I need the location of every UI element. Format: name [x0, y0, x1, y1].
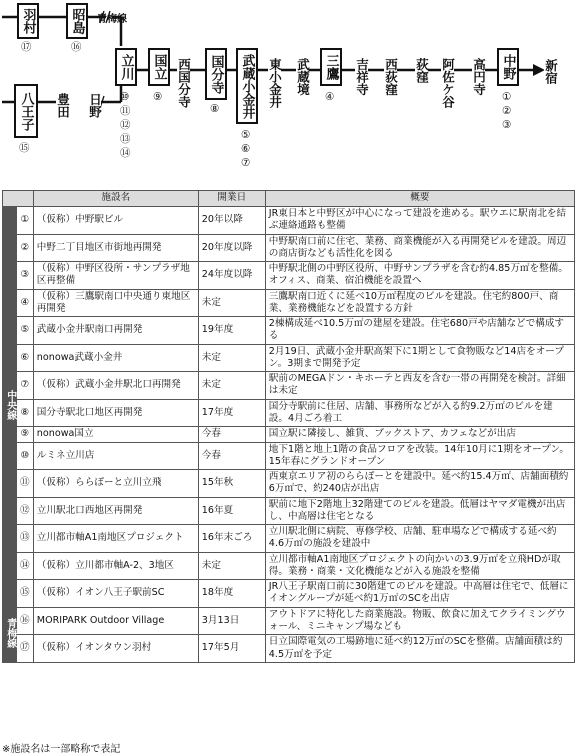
table-row	[3, 525, 575, 553]
station-kichijoji: 吉祥寺	[354, 58, 370, 96]
station-number: ⑧	[210, 103, 220, 115]
cell-name: （仮称）中野駅ビル	[33, 207, 198, 235]
cell-date: 3月13日	[198, 607, 265, 635]
cell-date: 今春	[198, 427, 265, 442]
group-chuo-line	[3, 207, 17, 608]
cell-summary: 三鷹駅南口近くに延べ10万㎡程度のビルを建設。住宅約800戸、商業、業務機能などを設置する方針	[265, 289, 574, 317]
cell-name: （仮称）立川都市軸A-2、3地区	[33, 552, 198, 580]
cell-name: （仮称）イオンタウン羽村	[33, 635, 198, 663]
table-row	[3, 580, 575, 608]
station-number: ⑦	[241, 157, 251, 169]
table-row	[3, 427, 575, 442]
cell-summary: 中野駅南口前に住宅、業務、商業機能が入る再開発ビルを建設。周辺の商店街なども活性化を図る	[265, 234, 574, 262]
station-name: 三鷹	[323, 54, 339, 80]
station-name: 立川	[118, 54, 134, 80]
station-nishikokubunji: 西国分寺	[176, 58, 192, 108]
cell-name: 国分寺駅北口地区再開発	[33, 399, 198, 427]
cell-name: 中野二丁目地区市街地再開発	[33, 234, 198, 262]
cell-name: nonowa武蔵小金井	[33, 344, 198, 372]
station-number: ④	[325, 91, 335, 103]
cell-summary: 2棟構成延べ10.5万㎡の建屋を建設。住宅680戸や店舗などで構成する	[265, 317, 574, 345]
cell-date: 17年度	[198, 399, 265, 427]
station-mitaka	[320, 48, 342, 86]
station-name: 八王子	[18, 91, 34, 131]
station-number: ①	[502, 91, 512, 103]
cell-no: ⑤	[16, 317, 33, 345]
group-label: 中央線	[4, 389, 16, 420]
cell-no: ⑥	[16, 344, 33, 372]
cell-name: ルミネ立川店	[33, 442, 198, 470]
cell-summary: 国立駅に隣接し、雑貨、ブックストア、カフェなどが出店	[265, 427, 574, 442]
station-higashikoganei: 東小金井	[267, 58, 283, 108]
cell-summary: JR八王子駅南口前に30階建てのビルを建設。中高層は住宅で、低層にイオングループが延べ約1万㎡のSCを出店	[265, 580, 574, 608]
cell-name: （仮称）三鷹駅南口中央通り東地区再開発	[33, 289, 198, 317]
station-toyoda: 豊田	[55, 93, 71, 118]
cell-date: 18年度	[198, 580, 265, 608]
table-row	[3, 635, 575, 663]
group-ome-line	[3, 607, 17, 662]
table-row	[3, 262, 575, 290]
footnote: ※施設名は一部略称で表記	[2, 744, 121, 755]
table-row	[3, 317, 575, 345]
cell-no: ⑮	[16, 580, 33, 608]
cell-summary: 地下1階と地上1階の食品フロアを改装。14年10月に1期をオープン。15年春にグランドオープン	[265, 442, 574, 470]
cell-date: 今春	[198, 442, 265, 470]
route-map	[0, 0, 577, 185]
cell-summary: 駅前に地下2階地上32階建てのビルを建設。低層はヤマダ電機が出店し、中高層は住宅となる	[265, 497, 574, 525]
cell-summary: 立川駅北側に病院、専修学校、店舗、駐車場などで構成する延べ約4.6万㎡の施設を建設中	[265, 525, 574, 553]
cell-name: 立川駅北口西地区再開発	[33, 497, 198, 525]
cell-name: 立川都市軸A1南地区プロジェクト	[33, 525, 198, 553]
station-number: ⑩	[120, 91, 130, 103]
station-number: ⑭	[120, 147, 131, 159]
cell-no: ⑨	[16, 427, 33, 442]
header-no	[3, 191, 34, 207]
table-row	[3, 207, 575, 235]
facilities-table	[2, 190, 575, 663]
cell-no: ④	[16, 289, 33, 317]
cell-summary: 中野駅北側の中野区役所、中野サンプラザを含む約4.85万㎡を整備。オフィス、商業、宿泊機能を設置へ	[265, 262, 574, 290]
station-number: ⑥	[241, 143, 251, 155]
station-musashikoganei	[236, 48, 258, 124]
cell-date: 16年夏	[198, 497, 265, 525]
cell-summary: 2月19日、武蔵小金井駅高架下に1期として食物販など14店をオープン。3期まで開発予定	[265, 344, 574, 372]
table-row	[3, 289, 575, 317]
station-nakano	[497, 48, 519, 86]
cell-no: ⑬	[16, 525, 33, 553]
station-name: 武蔵小金井	[239, 53, 255, 119]
station-kunitachi	[148, 48, 170, 86]
cell-no: ⑰	[16, 635, 33, 663]
cell-date: 17年5月	[198, 635, 265, 663]
cell-date: 20年以降	[198, 207, 265, 235]
station-name: 国分寺	[208, 54, 224, 94]
cell-summary: 立川都市軸A1南地区プロジェクトの向かいの3.9万㎡を立飛HDが取得。業務・商業・文化機能などが入る施設を整備	[265, 552, 574, 580]
station-koenji: 高円寺	[471, 58, 487, 96]
station-number: ③	[502, 119, 512, 131]
cell-name: MORIPARK Outdoor Village	[33, 607, 198, 635]
table-row	[3, 607, 575, 635]
cell-no: ③	[16, 262, 33, 290]
cell-date: 未定	[198, 372, 265, 400]
cell-name: （仮称）中野区役所・サンプラザ地区再整備	[33, 262, 198, 290]
table-row	[3, 470, 575, 498]
table-row	[3, 372, 575, 400]
station-kokubunji	[205, 48, 227, 100]
header-summary: 概要	[265, 191, 574, 207]
station-name: 国立	[151, 54, 167, 80]
station-number: ⑨	[153, 91, 163, 103]
station-number: ⑪	[120, 105, 131, 117]
station-number: ⑤	[241, 129, 251, 141]
cell-summary: 西東京エリア初のららぽーとを建設中。延べ約15.4万㎡、店舗面積約6万㎡で、約240店が出店	[265, 470, 574, 498]
ome-line-label: 青梅線	[97, 14, 127, 25]
station-number: ⑫	[120, 119, 131, 131]
cell-summary: アウトドアに特化した商業施設。物販、飲食に加えてクライミングウォール、ミニキャンプ場なども	[265, 607, 574, 635]
cell-summary: 国分寺駅前に住居、店舗、事務所などが入る約9.2万㎡のビルを建設。4月ごろ着工	[265, 399, 574, 427]
cell-no: ②	[16, 234, 33, 262]
station-hamura	[17, 3, 39, 39]
cell-no: ⑯	[16, 607, 33, 635]
cell-name: 武蔵小金井駅南口再開発	[33, 317, 198, 345]
cell-date: 20年度以降	[198, 234, 265, 262]
cell-name: （仮称）ららぽーと立川立飛	[33, 470, 198, 498]
cell-date: 19年度	[198, 317, 265, 345]
table-row	[3, 552, 575, 580]
cell-no: ⑫	[16, 497, 33, 525]
station-asagaya: 阿佐ケ谷	[440, 58, 456, 108]
station-number: ⑮	[19, 142, 30, 154]
station-hino: 日野	[87, 93, 103, 118]
cell-no: ⑦	[16, 372, 33, 400]
cell-summary: 駅前のMEGAドン・キホーテと西友を含む一帯の再開発を検討。詳細は未定	[265, 372, 574, 400]
station-nishiogikubo: 西荻窪	[383, 58, 399, 96]
station-number: ⑰	[21, 41, 32, 53]
cell-no: ⑩	[16, 442, 33, 470]
group-label: 青梅線	[4, 617, 16, 648]
cell-date: 15年秋	[198, 470, 265, 498]
cell-summary: 日立国際電気の工場跡地に延べ約12万㎡のSCを整備。店舗面積は約4.5万㎡を予定	[265, 635, 574, 663]
header-date: 開業日	[198, 191, 265, 207]
cell-date: 未定	[198, 344, 265, 372]
cell-name: nonowa国立	[33, 427, 198, 442]
cell-summary: JR東日本と中野区が中心になって建設を進める。駅ウエに駅南北を結ぶ連絡通路も整備	[265, 207, 574, 235]
cell-no: ⑧	[16, 399, 33, 427]
cell-date: 未定	[198, 552, 265, 580]
cell-no: ⑭	[16, 552, 33, 580]
station-musashisakai: 武蔵境	[295, 58, 311, 96]
table-row	[3, 399, 575, 427]
table-row	[3, 442, 575, 470]
station-number: ②	[502, 105, 512, 117]
station-name: 昭島	[69, 8, 85, 34]
station-hachioji	[14, 84, 38, 138]
header-name: 施設名	[33, 191, 198, 207]
station-akishima	[66, 3, 88, 39]
station-name: 中野	[500, 54, 516, 80]
station-tachikawa	[115, 48, 137, 86]
table-row	[3, 234, 575, 262]
table-row	[3, 497, 575, 525]
table-header-row	[3, 191, 575, 207]
table-row	[3, 344, 575, 372]
cell-name: （仮称）武蔵小金井駅北口再開発	[33, 372, 198, 400]
station-number: ⑬	[120, 133, 131, 145]
station-shinjuku: 新宿	[543, 59, 559, 84]
station-number: ⑯	[71, 41, 82, 53]
cell-date: 未定	[198, 289, 265, 317]
cell-no: ⑪	[16, 470, 33, 498]
cell-date: 24年度以降	[198, 262, 265, 290]
cell-name: （仮称）イオン八王子駅前SC	[33, 580, 198, 608]
cell-no: ①	[16, 207, 33, 235]
station-name: 羽村	[20, 8, 36, 34]
station-ogikubo: 荻窪	[414, 58, 430, 83]
cell-date: 16年末ごろ	[198, 525, 265, 553]
